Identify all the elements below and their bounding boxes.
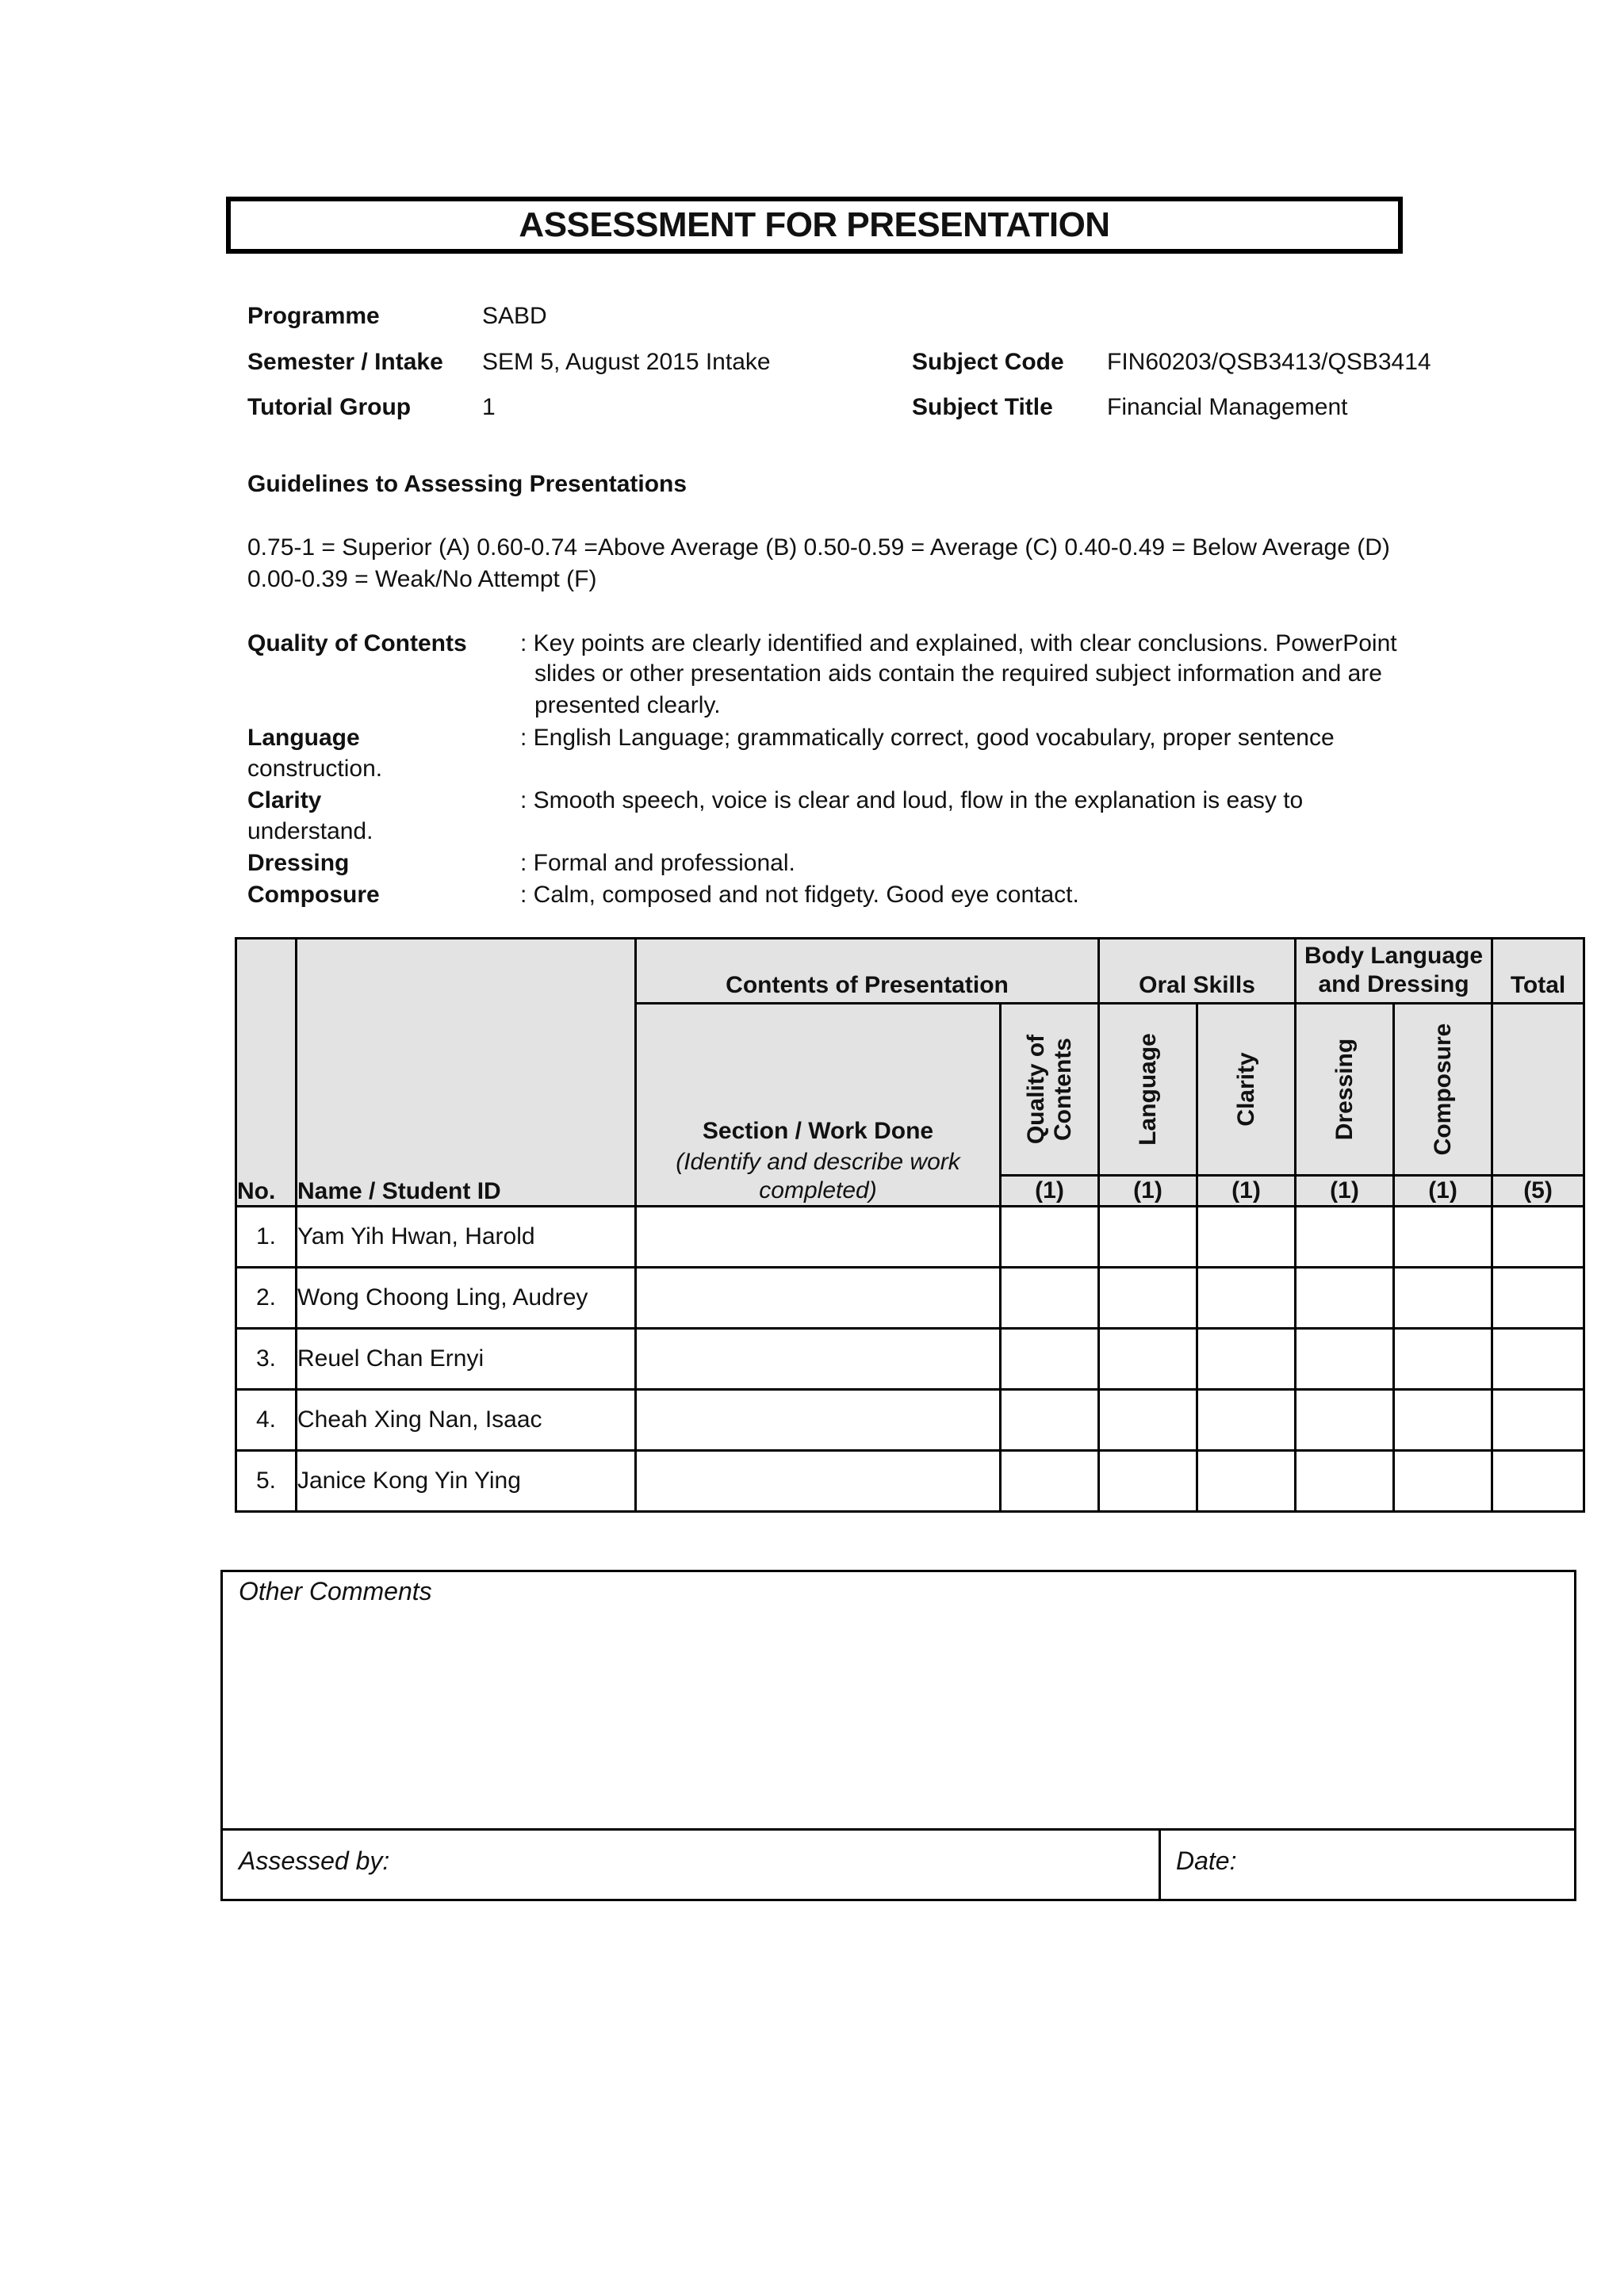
criterion-label-language: Language bbox=[247, 725, 360, 751]
page-title-text: ASSESSMENT FOR PRESENTATION bbox=[519, 205, 1110, 244]
section-subtitle-2: completed) bbox=[759, 1177, 877, 1203]
semester-value: SEM 5, August 2015 Intake bbox=[482, 349, 771, 375]
assessed-by-label: Assessed by: bbox=[239, 1846, 390, 1875]
header-name-student-id: Name / Student ID bbox=[297, 939, 636, 1207]
language-score-cell[interactable] bbox=[1099, 1207, 1197, 1268]
subject-title-value: Financial Management bbox=[1107, 394, 1348, 420]
criterion-label-clarity: Clarity bbox=[247, 787, 322, 813]
page-title bbox=[226, 197, 1403, 254]
assessment-table bbox=[235, 937, 1585, 1513]
other-comments-label: Other Comments bbox=[239, 1577, 432, 1605]
section-work-cell[interactable] bbox=[636, 1207, 1001, 1268]
assessed-date-divider bbox=[1159, 1831, 1161, 1899]
quality-score-cell[interactable] bbox=[1001, 1390, 1099, 1451]
weight-dressing: (1) bbox=[1296, 1176, 1394, 1207]
clarity-score-cell[interactable] bbox=[1197, 1451, 1296, 1512]
tutorial-group-label: Tutorial Group bbox=[247, 394, 412, 420]
section-title: Section / Work Done bbox=[702, 1118, 934, 1144]
row-number: 4. bbox=[236, 1390, 297, 1451]
criterion-label-quality: Quality of Contents bbox=[247, 630, 467, 656]
header-dressing: Dressing bbox=[1296, 1004, 1394, 1176]
quality-score-cell[interactable] bbox=[1001, 1207, 1099, 1268]
weight-total: (5) bbox=[1492, 1176, 1584, 1207]
header-body-language-line2: and Dressing bbox=[1318, 971, 1469, 997]
header-total-blank bbox=[1492, 1004, 1584, 1176]
comments-box bbox=[220, 1570, 1576, 1901]
composure-score-cell[interactable] bbox=[1394, 1329, 1492, 1390]
programme-value: SABD bbox=[482, 303, 547, 329]
subject-code-label: Subject Code bbox=[912, 349, 1064, 375]
dressing-score-cell[interactable] bbox=[1296, 1207, 1394, 1268]
student-name: Wong Choong Ling, Audrey bbox=[297, 1268, 636, 1329]
quality-score-cell[interactable] bbox=[1001, 1451, 1099, 1512]
header-composure: Composure bbox=[1394, 1004, 1492, 1176]
language-score-cell[interactable] bbox=[1099, 1390, 1197, 1451]
student-name: Janice Kong Yin Ying bbox=[297, 1451, 636, 1512]
clarity-score-cell[interactable] bbox=[1197, 1268, 1296, 1329]
composure-score-cell[interactable] bbox=[1394, 1390, 1492, 1451]
tutorial-group-value: 1 bbox=[482, 394, 496, 420]
dressing-score-cell[interactable] bbox=[1296, 1451, 1394, 1512]
language-score-cell[interactable] bbox=[1099, 1268, 1197, 1329]
total-score-cell[interactable] bbox=[1492, 1268, 1584, 1329]
weight-clarity: (1) bbox=[1197, 1176, 1296, 1207]
header-contents-of-presentation: Contents of Presentation bbox=[636, 939, 1099, 1004]
header-language: Language bbox=[1099, 1004, 1197, 1176]
table-row bbox=[236, 1329, 1584, 1390]
row-number: 1. bbox=[236, 1207, 297, 1268]
section-work-cell[interactable] bbox=[636, 1268, 1001, 1329]
criterion-desc-clarity-wrap: understand. bbox=[247, 818, 373, 844]
clarity-score-cell[interactable] bbox=[1197, 1390, 1296, 1451]
composure-score-cell[interactable] bbox=[1394, 1207, 1492, 1268]
clarity-score-cell[interactable] bbox=[1197, 1207, 1296, 1268]
table-row bbox=[236, 1451, 1584, 1512]
student-name: Yam Yih Hwan, Harold bbox=[297, 1207, 636, 1268]
composure-score-cell[interactable] bbox=[1394, 1451, 1492, 1512]
row-number: 3. bbox=[236, 1329, 297, 1390]
grade-scale-line-2: 0.00-0.39 = Weak/No Attempt (F) bbox=[247, 566, 597, 592]
semester-label: Semester / Intake bbox=[247, 349, 443, 375]
total-score-cell[interactable] bbox=[1492, 1451, 1584, 1512]
language-score-cell[interactable] bbox=[1099, 1451, 1197, 1512]
weight-quality: (1) bbox=[1001, 1176, 1099, 1207]
other-comments-area[interactable] bbox=[223, 1572, 1574, 1831]
header-total: Total bbox=[1492, 939, 1584, 1004]
section-subtitle-1: (Identify and describe work bbox=[676, 1149, 960, 1175]
criterion-desc-quality-1: : Key points are clearly identified and explained, with clear conclusions. PowerPoint bbox=[520, 630, 1397, 656]
subject-title-label: Subject Title bbox=[912, 394, 1053, 420]
dressing-score-cell[interactable] bbox=[1296, 1329, 1394, 1390]
criterion-desc-language-wrap: construction. bbox=[247, 756, 383, 782]
subject-code-value: FIN60203/QSB3413/QSB3414 bbox=[1107, 349, 1431, 375]
table-row bbox=[236, 1207, 1584, 1268]
header-body-language-dressing bbox=[1296, 939, 1492, 1004]
row-number: 2. bbox=[236, 1268, 297, 1329]
section-work-cell[interactable] bbox=[636, 1329, 1001, 1390]
section-work-cell[interactable] bbox=[636, 1390, 1001, 1451]
criterion-desc-quality-2: slides or other presentation aids contain the required subject information and are bbox=[534, 660, 1382, 687]
criterion-desc-clarity: : Smooth speech, voice is clear and loud, flow in the explanation is easy to bbox=[520, 787, 1304, 813]
date-label: Date: bbox=[1176, 1846, 1237, 1875]
language-score-cell[interactable] bbox=[1099, 1329, 1197, 1390]
table-row bbox=[236, 1268, 1584, 1329]
criterion-desc-quality-3: presented clearly. bbox=[534, 692, 721, 718]
programme-label: Programme bbox=[247, 303, 380, 329]
criterion-label-composure: Composure bbox=[247, 882, 380, 908]
section-work-cell[interactable] bbox=[636, 1451, 1001, 1512]
table-row bbox=[236, 1390, 1584, 1451]
quality-score-cell[interactable] bbox=[1001, 1329, 1099, 1390]
header-no: No. bbox=[236, 939, 297, 1207]
quality-score-cell[interactable] bbox=[1001, 1268, 1099, 1329]
student-name: Reuel Chan Ernyi bbox=[297, 1329, 636, 1390]
student-name: Cheah Xing Nan, Isaac bbox=[297, 1390, 636, 1451]
criterion-desc-language: : English Language; grammatically correct, good vocabulary, proper sentence bbox=[520, 725, 1335, 751]
header-section-work-done bbox=[636, 1004, 1001, 1207]
clarity-score-cell[interactable] bbox=[1197, 1329, 1296, 1390]
header-clarity: Clarity bbox=[1197, 1004, 1296, 1176]
criterion-label-dressing: Dressing bbox=[247, 850, 350, 876]
row-number: 5. bbox=[236, 1451, 297, 1512]
weight-language: (1) bbox=[1099, 1176, 1197, 1207]
criterion-desc-dressing: : Formal and professional. bbox=[520, 850, 795, 876]
header-body-language-line1: Body Language bbox=[1304, 943, 1484, 969]
dressing-score-cell[interactable] bbox=[1296, 1268, 1394, 1329]
header-oral-skills: Oral Skills bbox=[1099, 939, 1296, 1004]
weight-composure: (1) bbox=[1394, 1176, 1492, 1207]
total-score-cell[interactable] bbox=[1492, 1329, 1584, 1390]
header-quality-of-contents: Quality of Contents bbox=[1001, 1004, 1099, 1176]
dressing-score-cell[interactable] bbox=[1296, 1390, 1394, 1451]
guidelines-heading: Guidelines to Assessing Presentations bbox=[247, 471, 688, 497]
total-score-cell[interactable] bbox=[1492, 1207, 1584, 1268]
total-score-cell[interactable] bbox=[1492, 1390, 1584, 1451]
composure-score-cell[interactable] bbox=[1394, 1268, 1492, 1329]
criterion-desc-composure: : Calm, composed and not fidgety. Good eye contact. bbox=[520, 882, 1079, 908]
grade-scale-line-1: 0.75-1 = Superior (A) 0.60-0.74 =Above Average (B) 0.50-0.59 = Average (C) 0.40-0.49 = Below Average (D) bbox=[247, 534, 1390, 561]
